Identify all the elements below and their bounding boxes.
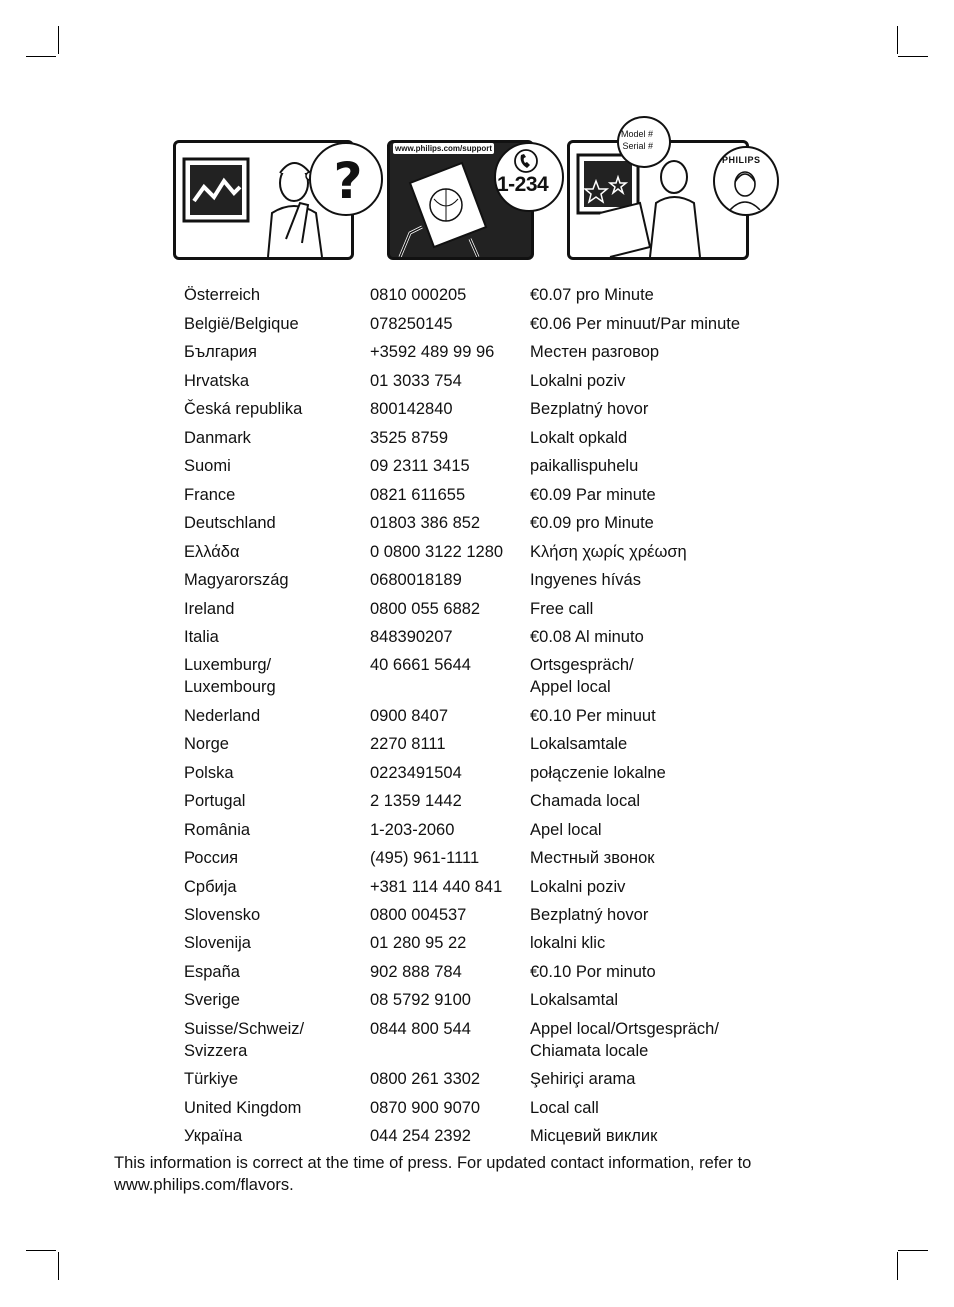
footer-note: This information is correct at the time of press. For updated contact information, refer to www.philips.com/flavors. [114, 1154, 752, 1194]
country-cell: Slovensko [184, 906, 261, 924]
rate-cell: €0.06 Per minuut/Par minute [530, 315, 741, 333]
phone-number-cell: 848390207 [370, 628, 453, 646]
rate-cell: Lokalni poziv [530, 372, 626, 390]
rate-cell: Lokalsamtal [530, 991, 619, 1009]
crop-mark-bottom-right-v [897, 1252, 898, 1280]
model-serial-label [621, 128, 653, 152]
phone-number-cell: 0800 261 3302 [370, 1070, 481, 1088]
country-cell: España [184, 963, 240, 981]
phone-number-cell: 0680018189 [370, 571, 462, 589]
country-cell: Norge [184, 735, 229, 753]
phone-number-cell: 01 280 95 22 [370, 934, 467, 952]
support-website-url: www.philips.com/support [395, 144, 493, 153]
phone-number-cell: 08 5792 9100 [370, 991, 471, 1009]
phone-number-cell: 044 254 2392 [370, 1127, 471, 1145]
phone-number-cell: 0870 900 9070 [370, 1099, 481, 1117]
country-cell: Ελλάδα [184, 543, 240, 561]
crop-mark-top-left-v [58, 26, 59, 54]
phone-number-cell: 2 1359 1442 [370, 792, 462, 810]
rate-cell: €0.08 Al minuto [530, 628, 644, 646]
country-cell: Україна [184, 1127, 243, 1145]
phone-number-cell: 078250145 [370, 315, 453, 333]
phone-number-cell: 09 2311 3415 [370, 457, 470, 475]
country-cell: Polska [184, 764, 234, 782]
country-cell: Luxemburg/ Luxembourg [184, 656, 276, 696]
phone-number-cell: 0821 611655 [370, 486, 466, 504]
country-cell: Portugal [184, 792, 246, 810]
country-cell: United Kingdom [184, 1099, 302, 1117]
rate-cell: Местен разговор [530, 343, 660, 361]
phone-number-cell: 902 888 784 [370, 963, 462, 981]
country-cell: France [184, 486, 236, 504]
rate-cell: Местный звонок [530, 849, 655, 867]
country-cell: Hrvatska [184, 372, 250, 390]
phone-number-cell: 2270 8111 [370, 735, 446, 753]
country-cell: Suisse/Schweiz/ Svizzera [184, 1020, 305, 1060]
philips-brand-badge: PHILIPS [722, 155, 761, 165]
country-cell: Česká republika [184, 400, 303, 418]
phone-number-cell: +3592 489 99 96 [370, 343, 495, 361]
rate-cell: €0.10 Por minuto [530, 963, 656, 981]
country-cell: Ireland [184, 600, 235, 618]
rate-cell: Şehiriçi arama [530, 1070, 636, 1088]
phone-number-cell: 800142840 [370, 400, 453, 418]
rate-cell: €0.09 Par minute [530, 486, 656, 504]
country-cell: България [184, 343, 257, 361]
phone-number-cell: 0844 800 544 [370, 1020, 471, 1038]
serial-label: Serial # [622, 141, 654, 151]
phone-number-badge: 1-234 [497, 173, 549, 196]
phone-number-cell: 0223491504 [370, 764, 462, 782]
rate-cell: Lokalsamtale [530, 735, 628, 753]
rate-cell: €0.10 Per minuut [530, 707, 656, 725]
country-cell: Suomi [184, 457, 231, 475]
country-cell: Italia [184, 628, 219, 646]
rate-cell: Κλήση χωρίς χρέωση [530, 543, 687, 561]
rate-cell: Bezplatný hovor [530, 400, 649, 418]
rate-cell: Free call [530, 600, 594, 618]
phone-number-cell: 40 6661 5644 [370, 656, 471, 674]
phone-number-cell: 0810 000205 [370, 286, 467, 304]
phone-number-cell: (495) 961-1111 [370, 849, 480, 867]
phone-number-cell: 3525 8759 [370, 429, 448, 447]
crop-mark-bottom-right-h [898, 1250, 928, 1251]
country-cell: Türkiye [184, 1070, 239, 1088]
phone-number-cell: 0800 055 6882 [370, 600, 481, 618]
rate-cell: Ingyenes hívás [530, 571, 641, 589]
rate-cell: Chamada local [530, 792, 641, 810]
phone-number-cell: +381 114 440 841 [370, 878, 503, 896]
phone-number-cell: 0900 8407 [370, 707, 448, 725]
country-cell: Россия [184, 849, 239, 867]
crop-mark-top-right-v [897, 26, 898, 54]
rate-cell: Ortsgespräch/ Appel local [530, 656, 634, 696]
rate-cell: €0.07 pro Minute [530, 286, 654, 304]
rate-cell: Bezplatný hovor [530, 906, 649, 924]
rate-cell: lokalni klic [530, 934, 606, 952]
rate-cell: Local call [530, 1099, 599, 1117]
rate-cell: €0.09 pro Minute [530, 514, 654, 532]
rate-cell: połączenie lokalne [530, 764, 666, 782]
country-cell: România [184, 821, 251, 839]
phone-number-cell: 01 3033 754 [370, 372, 462, 390]
country-cell: Österreich [184, 286, 261, 304]
country-cell: Magyarország [184, 571, 289, 589]
rate-cell: Lokalni poziv [530, 878, 626, 896]
rate-cell: paikallispuhelu [530, 457, 639, 475]
crop-mark-bottom-left-v [58, 1252, 59, 1280]
phone-number-cell: 1-203-2060 [370, 821, 455, 839]
country-cell: Nederland [184, 707, 261, 725]
country-cell: Slovenija [184, 934, 251, 952]
phone-handset-icon [512, 148, 540, 174]
support-agent-icon [726, 166, 764, 210]
crop-mark-top-right-h [898, 56, 928, 57]
country-cell: Sverige [184, 991, 240, 1009]
crop-mark-bottom-left-h [26, 1250, 56, 1251]
phone-number-cell: 01803 386 852 [370, 514, 481, 532]
rate-cell: Apel local [530, 821, 602, 839]
country-cell: België/Belgique [184, 315, 299, 333]
svg-text:?: ? [333, 152, 363, 204]
phone-number-cell: 0800 004537 [370, 906, 467, 924]
crop-mark-top-left-h [26, 56, 56, 57]
rate-cell: Lokalt opkald [530, 429, 628, 447]
country-cell: Србија [184, 878, 237, 896]
question-mark-icon [328, 152, 368, 204]
model-label: Model # [621, 129, 654, 139]
country-cell: Deutschland [184, 514, 276, 532]
rate-cell: Appel local/Ortsgespräch/ Chiamata locale [530, 1020, 719, 1060]
country-cell: Danmark [184, 429, 251, 447]
rate-cell: Місцевий виклик [530, 1127, 658, 1145]
phone-number-cell: 0 0800 3122 1280 [370, 543, 504, 561]
